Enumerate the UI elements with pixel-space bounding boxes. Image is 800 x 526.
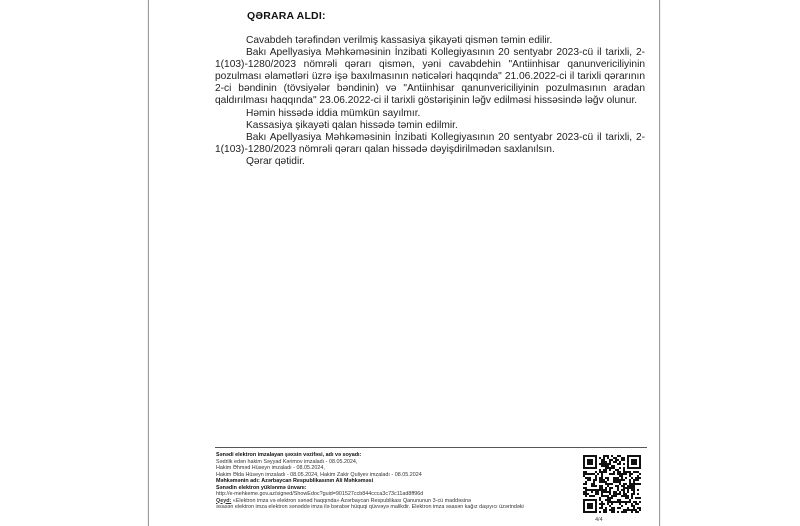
- document-url-link[interactable]: http://e-mehkeme.gov.az/signed/ShowEdoc?guid=901527ccb844ccca3c73c11ad8ff96d: [216, 491, 424, 497]
- paragraph-5: Bakı Apellyasiya Məhkəməsinin İnzibati Kollegiyasının 20 sentyabr 2023-cü il tarixli, 2-1(103)-1280/2023 nömrəli qərarı qalan hissədə dəyişdirilmədən saxlanılsın.: [215, 131, 645, 155]
- decision-body: [215, 35, 645, 168]
- signer-line: Hakim Əlda Hüseyn imzaladı - 08.05.2024, Hakim Zakir Quliyev imzaladı - 08.05.2024: [216, 471, 422, 478]
- document-page: [148, 0, 660, 526]
- signature-footer: [216, 452, 576, 511]
- paragraph-3: Həmin hissədə iddia mümkün sayılmır.: [246, 107, 421, 119]
- signers-heading: Sənədi elektron imzalayan şəxsin vəzifəsi, adı və soyadı:: [216, 452, 362, 458]
- note-text: «Elektron imza və elektron sənəd haqqında» Azərbaycan Respublikası Qanununun 3-cü maddəsinə: [232, 497, 472, 504]
- paragraph-4: Kassasiya şikayəti qalan hissədə təmin edilmir.: [246, 119, 458, 131]
- signer-line: Hakim Əhməd Hüseyn imzaladı - 08.05.2024,: [216, 465, 325, 471]
- note-line-2: əsasən elektron imza elektron sənəddə imza ilə bərabər hüquqi qüvvəyə malikdir. Elektron imza əsasən kağız daşıyıcı üzərindəki: [216, 504, 524, 510]
- note-label: Qeyd:: [216, 497, 232, 504]
- footer-divider: [215, 447, 647, 448]
- location-heading: Sənədin elektron yüklənmə ünvanı:: [216, 484, 307, 491]
- paragraph-1: Cavabdeh tərəfindən verilmiş kassasiya şikayəti qismən təmin edilir.: [246, 35, 553, 46]
- signer-line: Sədrlik edən hakim Səyyad Kərimov imzaladı - 08.05.2024,: [216, 458, 358, 465]
- qr-code-icon: [583, 455, 641, 513]
- paragraph-6: Qərar qətidir.: [246, 155, 305, 167]
- decision-heading: QƏRARA ALDI:: [247, 10, 326, 22]
- paragraph-2: Bakı Apellyasiya Məhkəməsinin İnzibati Kollegiyasının 20 sentyabr 2023-cü il tarixli, 2-1(103)-1280/2023 nömrəli qərarı qismən, yəni cavabdehin "Antiinhisar qanunvericiliyinin pozulması əlamətləri üzrə işə baxılmasının nəticələri haqqında" 21.06.2022-ci il tarixli qərarının 2-ci bəndinin (tövsiyələr bəndinin) və "Antiinhisar qanunvericiliyinin pozulmasının aradan qaldırılması haqqında" 23.06.2022-ci il tarixli göstərişinin ləğv edilməsi hissəsində ləğv olunur.: [215, 47, 645, 107]
- page-number: 4/4: [595, 517, 603, 523]
- court-label: Məhkəmənin adı:: [216, 478, 260, 484]
- court-name: Azərbaycan Respublikasının Ali Məhkəməsi: [261, 478, 374, 484]
